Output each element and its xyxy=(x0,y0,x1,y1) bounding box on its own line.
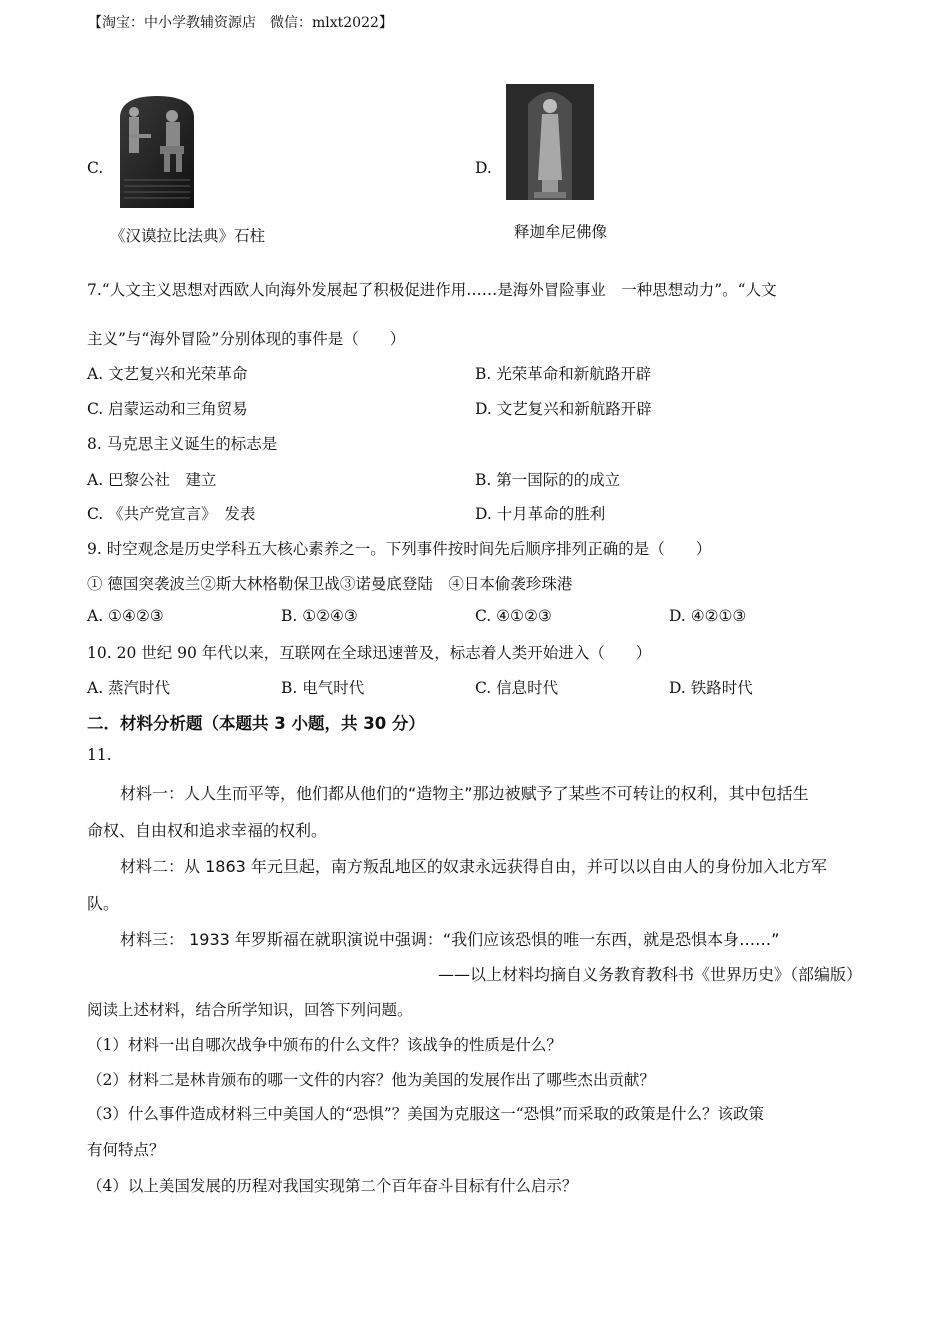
material-1-line2: 命权、自由权和追求幸福的权利。 xyxy=(87,821,328,840)
section-2-title: 二．材料分析题（本题共 3 小题，共 30 分） xyxy=(87,714,425,733)
q6-option-d-letter: D. xyxy=(475,159,492,177)
q10-option-b: B. 电气时代 xyxy=(281,679,365,697)
q8-option-c: C. 《共产党宣言》 发表 xyxy=(87,505,256,523)
q7-stem-line2: 主义”与“海外冒险”分别体现的事件是（ ） xyxy=(87,330,406,348)
q7-stem-line1: 7.“人文主义思想对西欧人向海外发展起了积极促进作用……是海外冒险事业 一种思想动力”。“人文 xyxy=(87,281,777,299)
q6-option-d-caption: 释迦牟尼佛像 xyxy=(514,223,608,241)
material-source: ——以上材料均摘自义务教育教科书《世界历史》（部编版） xyxy=(437,965,862,984)
q8-option-b: B. 第一国际的的成立 xyxy=(475,471,621,489)
page-header: 【淘宝：中小学教辅资源店 微信：mlxt2022】 xyxy=(88,15,393,31)
q8-stem: 8. 马克思主义诞生的标志是 xyxy=(87,435,278,453)
q9-option-b: B. ①②④③ xyxy=(281,607,358,625)
q11-subquestion-4: （4）以上美国发展的历程对我国实现第二个百年奋斗目标有什么启示？ xyxy=(87,1177,578,1195)
q11-subquestion-3-line2: 有何特点？ xyxy=(87,1141,165,1159)
q10-option-a: A. 蒸汽时代 xyxy=(87,679,171,697)
q11-subquestion-1: （1）材料一出自哪次战争中颁布的什么文件？该战争的性质是什么？ xyxy=(87,1036,562,1054)
q9-stem: 9. 时空观念是历史学科五大核心素养之一。下列事件按时间先后顺序排列正确的是（ ） xyxy=(87,540,712,558)
q7-option-b: B. 光荣革命和新航路开辟 xyxy=(475,365,652,383)
hammurabi-stele-image xyxy=(114,94,200,208)
q9-events: ① 德国突袭波兰②斯大林格勒保卫战③诺曼底登陆 ④日本偷袭珍珠港 xyxy=(87,575,573,593)
q9-option-d: D. ④②①③ xyxy=(669,607,747,625)
q10-option-d: D. 铁路时代 xyxy=(669,679,753,697)
q7-option-d: D. 文艺复兴和新航路开辟 xyxy=(475,400,652,418)
material-2-line1: 材料二：从 1863 年元旦起，南方叛乱地区的奴隶永远获得自由，并可以以自由人的身份加入北方军 xyxy=(120,857,827,876)
q8-option-a: A. 巴黎公社 建立 xyxy=(87,471,217,489)
q11-instruction: 阅读上述材料，结合所学知识，回答下列问题。 xyxy=(87,1001,413,1019)
q6-option-c-caption: 《汉谟拉比法典》石柱 xyxy=(110,227,266,245)
material-3-line1: 材料三： 1933 年罗斯福在就职演说中强调：“我们应该恐惧的唯一东西，就是恐惧本身……” xyxy=(120,930,780,949)
material-1-line1: 材料一：人人生而平等，他们都从他们的“造物主”那边被赋予了某些不可转让的权利，其中包括生 xyxy=(120,784,809,803)
q9-option-c: C. ④①②③ xyxy=(475,607,552,625)
q11-subquestion-2: （2）材料二是林肯颁布的哪一文件的内容？他为美国的发展作出了哪些杰出贡献？ xyxy=(87,1071,655,1089)
q10-stem: 10. 20 世纪 90 年代以来，互联网在全球迅速普及，标志着人类开始进入（ ） xyxy=(87,644,652,662)
q7-option-c: C. 启蒙运动和三角贸易 xyxy=(87,400,248,418)
q7-option-a: A. 文艺复兴和光荣革命 xyxy=(87,365,248,383)
material-2-line2: 队。 xyxy=(87,894,120,913)
q10-option-c: C. 信息时代 xyxy=(475,679,559,697)
q9-option-a: A. ①④②③ xyxy=(87,607,164,625)
q11-number: 11. xyxy=(87,746,112,764)
q6-option-c-letter: C. xyxy=(87,159,104,177)
q11-subquestion-3-line1: （3）什么事件造成材料三中美国人的“恐惧”？美国为克服这一“恐惧”而采取的政策是什么？该政策 xyxy=(87,1105,765,1123)
buddha-statue-image xyxy=(506,84,594,200)
q8-option-d: D. 十月革命的胜利 xyxy=(475,505,606,523)
